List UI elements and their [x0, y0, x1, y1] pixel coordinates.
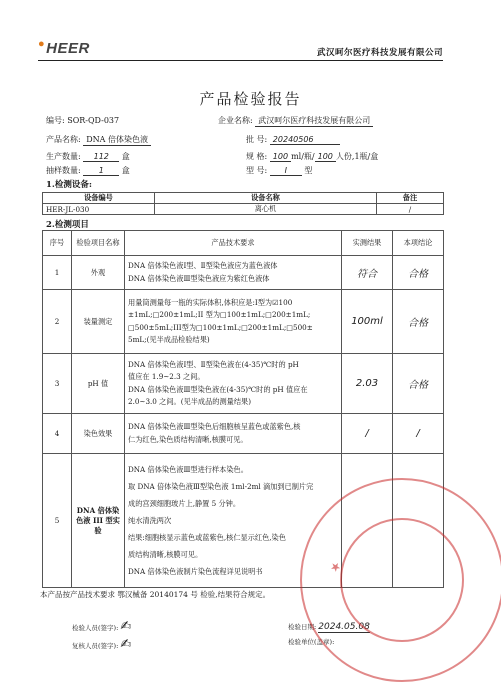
item-result: 2.03 [342, 354, 393, 414]
sample-label: 抽样数量: [46, 166, 81, 175]
item-result: 符合 [342, 256, 393, 290]
row-number: 1 [43, 256, 72, 290]
equipment-header-cell: 设备编号 [43, 193, 155, 204]
enterprise-value: 武汉呵尔医疗科技发展有限公司 [255, 115, 373, 127]
item-name: 外观 [72, 256, 125, 290]
requirement-line: 5mL;(见半成品检验结果) [128, 335, 210, 344]
sample-field [46, 165, 130, 176]
item-requirement [125, 414, 342, 454]
requirement-line: 取 DNA 倍体染色液Ⅲ型染色液 1ml-2ml 滴加到已制片完 [128, 482, 314, 491]
item-conclusion: / [393, 414, 444, 454]
quantity-unit: 盒 [121, 152, 130, 161]
spec-value-b: 100 [315, 152, 336, 162]
batch-value: 20240506 [270, 135, 340, 145]
logo-mark-icon: ● [38, 38, 46, 50]
items-header-cell: 序号 [43, 231, 72, 256]
seal-text-image: ★ [326, 558, 345, 576]
requirement-line: 用量筒测量每一瓶的实际体积,体积应是:I型为☑100 [128, 297, 293, 307]
item-result: / [342, 414, 393, 454]
date-label: 检验日期: [288, 623, 317, 631]
requirement-line: DNA 倍体染色液Ⅲ型染色液在(4-35)℃时的 pH 值应在 [128, 384, 308, 394]
inspection-basis: 本产品按产品技术要求 鄂汉械备 20140174 号 检验,结果符合规定。 [40, 590, 271, 599]
inspector-label: 检验人员(签字): [72, 624, 119, 632]
quantity-label: 生产数量: [46, 152, 81, 161]
header-company-name: 武汉呵尔医疗科技发展有限公司 [316, 48, 443, 58]
item-name: pH 值 [72, 354, 125, 414]
table-row [43, 414, 444, 454]
equipment-header-cell: 设备名称 [155, 193, 377, 204]
table-row [43, 256, 444, 290]
date-value: 2024.05.08 [318, 622, 370, 632]
spec-field [246, 151, 378, 162]
inspector-signature-image: ✍ [120, 619, 132, 634]
item-result: 100ml [342, 290, 393, 354]
product-value: DNA 倍体染色液 [83, 134, 151, 146]
doc-number: 编号: SOR-QD-037 [46, 116, 120, 125]
items-header-row [43, 231, 444, 256]
requirement-line: DNA 倍体染色液Ⅲ型进行样本染色。 [128, 465, 248, 474]
report-title: 产品检验报告 [199, 90, 302, 108]
spec-mid: ml/瓶/ [291, 152, 315, 161]
reviewer-signature-image: ✍ [120, 637, 132, 652]
batch-field [246, 134, 340, 145]
item-name: DNA 倍体染色液 III 型实验 [72, 454, 125, 588]
item-requirement [125, 290, 342, 354]
equipment-header-cell: 备注 [377, 193, 444, 204]
requirement-line: 成的宫颈细胞玻片上,静置 5 分钟。 [128, 499, 241, 508]
enterprise-field [218, 115, 373, 127]
equipment-row [43, 204, 444, 215]
sample-unit: 盒 [121, 166, 130, 175]
product-field [46, 134, 151, 146]
batch-label: 批 号: [246, 135, 268, 144]
item-requirement [125, 256, 342, 290]
requirement-line: 结果:细胞核显示蓝色或蓝紫色,核仁显示红色,染色 [128, 533, 286, 542]
equipment-header-row [43, 193, 444, 204]
items-header-cell: 本项结论 [393, 231, 444, 256]
requirement-line: □500±5mL;III型为□100±1mL;□200±1mL;□500± [128, 322, 313, 332]
items-header-cell: 检验项目名称 [72, 231, 125, 256]
item-conclusion: 合格 [393, 354, 444, 414]
qc-seal [340, 518, 464, 642]
qc-unit-field: 检验单位(盖章): [288, 638, 335, 646]
item-name: 染色效果 [72, 414, 125, 454]
enterprise-label: 企业名称: [218, 116, 253, 125]
requirement-line: 质结构清晰,核膜可见。 [128, 550, 203, 559]
items-header-cell: 产品技术要求 [125, 231, 342, 256]
model-label: 型 号: [246, 166, 268, 175]
requirement-line: DNA 倍体染色液制片染色流程详见说明书 [128, 567, 263, 576]
equipment-section-heading: 1.检测设备: [46, 180, 93, 190]
spec-value-a: 100 [270, 152, 291, 162]
equipment-table [42, 192, 444, 215]
row-number: 3 [43, 354, 72, 414]
quantity-field [46, 151, 130, 162]
row-number: 2 [43, 290, 72, 354]
logo-text: HEER [46, 40, 90, 57]
requirement-line: DNA 倍体染色液Ⅲ型染色液应为紫红色液体 [128, 273, 270, 283]
table-row [43, 354, 444, 414]
requirement-line: DNA 倍体染色液Ⅰ型、Ⅱ型染色液在(4-35)℃时的 pH [128, 359, 299, 369]
inspector-field [72, 619, 131, 634]
equipment-id: HER-JL-030 [43, 204, 155, 215]
spec-tail: 人份,1瓶/盒 [335, 152, 379, 161]
quantity-value: 112 [83, 152, 119, 162]
spec-label: 规 格: [246, 152, 268, 161]
row-number: 4 [43, 414, 72, 454]
sample-value: 1 [83, 166, 119, 176]
items-section-heading: 2.检测项目 [46, 220, 89, 230]
table-row [43, 290, 444, 354]
header-divider [38, 60, 443, 61]
item-name: 装量测定 [72, 290, 125, 354]
requirement-line: ±1mL;□200±1mL;II 型为□100±1mL;□200±1mL; [128, 310, 311, 319]
requirement-line: 仁为红色,染色质结构清晰,核膜可见。 [128, 434, 248, 444]
requirement-line: 2.0~3.0 之间。(见半成品的测量结果) [128, 397, 252, 406]
model-field [246, 165, 312, 176]
requirement-line: 纯水清洗两次 [128, 516, 172, 525]
reviewer-field [72, 637, 131, 652]
model-value: I [270, 166, 302, 176]
equipment-note: / [377, 204, 444, 215]
model-unit: 型 [304, 166, 313, 175]
requirement-line: 值应在 1.9~2.3 之间。 [128, 372, 205, 381]
company-logo [38, 40, 90, 57]
requirement-line: DNA 倍体染色液Ⅰ型、Ⅱ型染色液应为蓝色液体 [128, 261, 278, 270]
item-requirement [125, 354, 342, 414]
item-conclusion: 合格 [393, 256, 444, 290]
equipment-name: 离心机 [155, 204, 377, 215]
requirement-line: DNA 倍体染色液Ⅲ型染色后细胞核呈蓝色或蓝紫色,核 [128, 422, 301, 431]
item-conclusion: 合格 [393, 290, 444, 354]
product-label: 产品名称: [46, 135, 81, 144]
row-number: 5 [43, 454, 72, 588]
items-header-cell: 实测结果 [342, 231, 393, 256]
reviewer-label: 复核人员(签字): [72, 642, 119, 650]
